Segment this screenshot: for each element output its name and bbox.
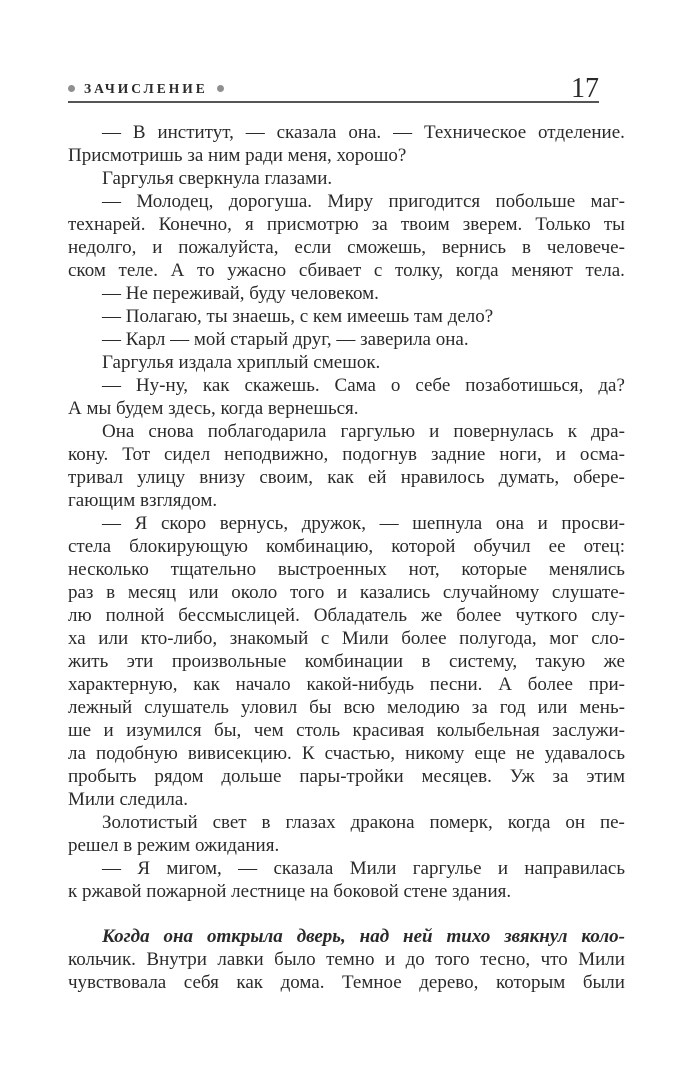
text-line: Она снова поблагодарила гаргулью и повернулась к дра- [102, 421, 625, 442]
text-line: пробыть рядом дольше пары-тройки месяцев. Уж за этим [68, 766, 625, 787]
text-line: Гаргулья издала хриплый смешок. [102, 352, 381, 373]
text-line: — Молодец, дорогуша. Миру пригодится побольше маг- [102, 191, 625, 212]
text-line: Когда она открыла дверь, над ней тихо звякнул коло- [102, 926, 625, 947]
text-line: решел в режим ожидания. [68, 835, 280, 856]
text-line: кону. Тот сидел неподвижно, подогнув задние ноги, и осма- [68, 444, 625, 465]
text-line: Гаргулья сверкнула глазами. [102, 168, 333, 189]
text-line: жить эти произвольные комбинации в систему, такую же [68, 651, 625, 672]
running-head [68, 73, 599, 104]
text-line: — Я скоро вернусь, дружок, — шепнула она и просви- [102, 513, 625, 534]
text-line: лежный слушатель уловил бы всю мелодию за год или мень- [68, 697, 625, 718]
text-line: кольчик. Внутри лавки было темно и до того тесно, что Мили [68, 949, 625, 970]
text-line: Мили следила. [68, 789, 189, 810]
body-text [68, 121, 625, 994]
page-number: 17 [571, 73, 599, 104]
text-line: ла подобную вивисекцию. К счастью, никому еще не удавалось [68, 743, 625, 764]
text-line: чувствовала себя как дома. Темное дерево, которым были [68, 972, 625, 993]
text-line: Присмотришь за ним ради меня, хорошо? [68, 145, 407, 166]
text-line: к ржавой пожарной лестнице на боковой стене здания. [68, 881, 512, 902]
text-line: технарей. Конечно, я присмотрю за твоим зверем. Только ты [68, 214, 625, 235]
text-line: несколько тщательно выстроенных нот, которые менялись [68, 559, 625, 580]
text-line: гающим взглядом. [68, 490, 218, 511]
text-line: лю полной бессмыслицей. Обладатель же более чуткого слу- [68, 605, 625, 626]
text-line: — Не переживай, буду человеком. [102, 283, 379, 304]
text-line: недолго, и пожалуйста, если сможешь, вернись в человече- [68, 237, 625, 258]
chapter-title: ЗАЧИСЛЕНИЕ [84, 80, 208, 96]
text-line: — Полагаю, ты знаешь, с кем имеешь там дело? [102, 306, 494, 327]
text-line: стела блокирующую комбинацию, которой обучил ее отец: [68, 536, 625, 557]
text-line: раз в месяц или около того и казались случайному слушате- [68, 582, 625, 603]
ornament-dot-icon [217, 85, 224, 92]
ornament-dot-icon [68, 85, 75, 92]
text-line: ском теле. А то ужасно сбивает с толку, когда меняют тела. [68, 260, 625, 281]
text-line: тривал улицу внизу своим, как ей нравилось думать, обере- [68, 467, 625, 488]
chapter-heading [68, 82, 224, 96]
text-line: А мы будем здесь, когда вернешься. [68, 398, 359, 419]
text-line: — Ну-ну, как скажешь. Сама о себе позаботишься, да? [102, 375, 625, 396]
text-line: Золотистый свет в глазах дракона померк, когда он пе- [102, 812, 625, 833]
text-line: — Я мигом, — сказала Мили гаргулье и направилась [102, 858, 625, 879]
text-line: ха или кто-либо, знакомый с Мили более полугода, мог сло- [68, 628, 625, 649]
text-line: — Карл — мой старый друг, — заверила она. [102, 329, 469, 350]
text-line: характерную, как начало какой-нибудь песни. А более при- [68, 674, 625, 695]
text-line: ше и изумился бы, чем столь красивая колыбельная заслужи- [68, 720, 625, 741]
text-line: — В институт, — сказала она. — Техническое отделение. [102, 122, 625, 143]
